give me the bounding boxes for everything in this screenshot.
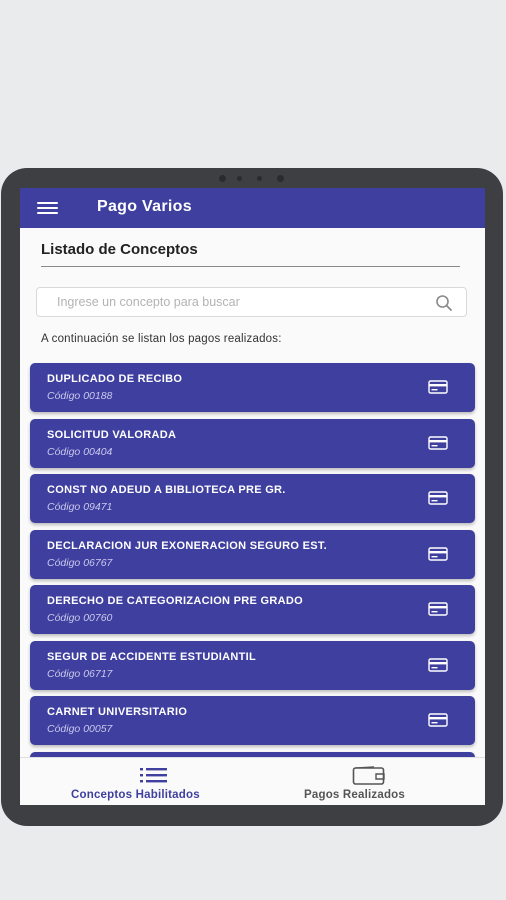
- concept-item[interactable]: [30, 419, 475, 468]
- tablet-frame: [1, 168, 503, 826]
- concept-list: [30, 363, 475, 805]
- concept-name: DUPLICADO DE RECIBO: [47, 373, 183, 385]
- tab-pagos-realizados[interactable]: [285, 758, 485, 805]
- card-icon: [428, 547, 448, 561]
- list-icon: [139, 766, 169, 784]
- concept-item[interactable]: [30, 363, 475, 412]
- camera-dot: [219, 175, 226, 182]
- card-icon: [428, 491, 448, 505]
- camera-dot: [257, 176, 262, 181]
- concept-code: Código 00760: [47, 612, 113, 624]
- concept-name: CARNET UNIVERSITARIO: [47, 706, 188, 718]
- concept-code: Código 09471: [47, 501, 113, 513]
- card-icon: [428, 602, 448, 616]
- card-icon: [428, 436, 448, 450]
- wallet-icon: [352, 766, 386, 786]
- intro-text: A continuación se listan los pagos realizados:: [41, 333, 282, 345]
- card-icon: [428, 658, 448, 672]
- concept-code: Código 06767: [47, 556, 113, 569]
- concept-item[interactable]: [30, 474, 475, 523]
- app-screen: [20, 188, 485, 805]
- tab-label: Pagos Realizados: [304, 789, 405, 801]
- search-box[interactable]: [36, 287, 467, 317]
- title-divider: [41, 266, 460, 267]
- hamburger-menu-icon[interactable]: [37, 202, 58, 215]
- concept-code: Código 06717: [47, 667, 113, 680]
- tab-label: Conceptos Habilitados: [71, 789, 200, 801]
- app-bar: [20, 188, 485, 228]
- concept-code: Código 00188: [47, 390, 113, 402]
- camera-dot: [237, 176, 242, 181]
- page-title: Listado de Conceptos: [41, 241, 198, 258]
- card-icon: [428, 380, 448, 394]
- concept-name: DERECHO DE CATEGORIZACION PRE GRADO: [47, 595, 303, 607]
- concept-name: DECLARACION JUR EXONERACION SEGURO EST.: [47, 539, 328, 552]
- concept-code: Código 00057: [47, 723, 113, 735]
- concept-item[interactable]: [30, 641, 475, 690]
- camera-dot: [277, 175, 284, 182]
- concept-name: SEGUR DE ACCIDENTE ESTUDIANTIL: [47, 650, 257, 663]
- concept-item[interactable]: [30, 585, 475, 634]
- concept-name: CONST NO ADEUD A BIBLIOTECA PRE GR.: [47, 484, 286, 496]
- concept-item[interactable]: [30, 530, 475, 579]
- camera-bar: [201, 175, 301, 183]
- search-icon[interactable]: [435, 294, 453, 312]
- tab-conceptos-habilitados[interactable]: [20, 758, 285, 805]
- app-title: Pago Varios: [97, 198, 192, 215]
- card-icon: [428, 713, 448, 727]
- search-input[interactable]: [47, 292, 437, 312]
- concept-item[interactable]: [30, 696, 475, 745]
- concept-name: SOLICITUD VALORADA: [47, 428, 177, 441]
- bottom-navigation: [20, 757, 485, 805]
- concept-code: Código 00404: [47, 445, 113, 458]
